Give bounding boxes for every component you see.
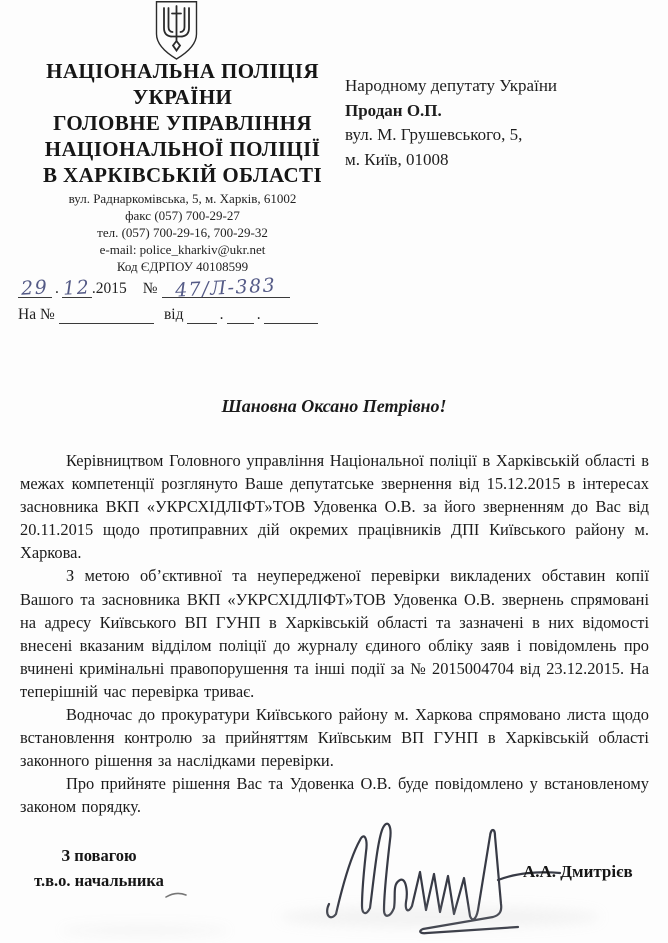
org-edrpou-code: Код ЄДРПОУ 40108599 [116,259,249,274]
body-paragraph: З метою об’єктивної та неупередженої перевірки викладених обставин копії Вашого та засновника ВКП «УКРСХІДЛІФТ»ТОВ Удовенка О.В. звернень спрямовані на адресу Київського ВП ГУНП в Харківській області та зазначені в них відомості внесені вказаним відділом поліції до журналу єдиного обліку заяв і повідомлень про вчинені кримінальні правопорушення та інші події за № 2015004704 від 23.12.2015. На теперішній час перевірка триває. [20,566,649,701]
letter-body [20,449,649,819]
handwritten-month: 12 [62,276,92,300]
recipient-name: Продан О.П. [345,100,442,120]
org-fax: факс (057) 700-29-27 [125,208,240,223]
reply-separator: . [219,306,224,323]
date-year: .2015 [91,280,127,297]
reply-from-label: від [163,306,184,323]
closing-position: т.в.о. начальника [34,871,164,890]
reply-day-blank [187,305,216,324]
recipient-city: м. Київ, 01008 [345,149,449,169]
org-street-address: вул. Раднаркомівська, 5, м. Харків, 61002 [68,191,297,206]
recipient-block [345,74,635,172]
org-name-line: УКРАЇНИ [132,85,233,109]
reply-year-blank [264,305,318,324]
org-name-line: ГОЛОВНЕ УПРАВЛІННЯ [53,111,312,135]
handwritten-day: 29 [20,276,50,300]
date-day-blank [18,275,52,298]
org-email: e-mail: police_kharkiv@ukr.net [99,242,266,257]
number-blank [162,274,290,302]
scan-smudge [280,906,600,928]
org-name-line: НАЦІОНАЛЬНА ПОЛІЦІЯ [46,59,319,83]
reply-label: На № [18,306,55,323]
ukraine-trident-emblem-icon [151,1,202,60]
org-name-line: НАЦІОНАЛЬНОЇ ПОЛІЦІЇ [44,137,321,161]
reply-separator: . [256,306,261,323]
body-paragraph: Керівництвом Головного управління Національної поліції в Харківській області в межах компетенції розглянуто Ваше депутатське звернення від 15.12.2015 в інтересах засновника ВКП «УКРСХІДЛІФТ»ТОВ Удовенка О.В. за його зверненням до Вас від 20.11.2015 щодо протиправних дій окремих працівників ДПІ Київського району м. Харкова. [20,451,649,563]
date-number-line [18,272,318,302]
body-paragraph: Водночас до прокуратури Київського району м. Харкова спрямовано листа щодо встановлення контролю за прийняттям Київським ВП ГУНП в Харківській області законного рішення за наслідками перевірки. [20,705,649,771]
recipient-street: вул. М. Грушевського, 5, [345,125,523,144]
date-month-blank [62,275,92,298]
reference-block [18,272,318,324]
recipient-title: Народному депутату України [345,76,558,95]
number-label: № [142,280,158,297]
org-contact-block [30,190,335,275]
reply-month-blank [227,305,254,324]
signer-name: А.А. Дмитрієв [523,862,633,881]
org-name-line: В ХАРКІВСЬКІЙ ОБЛАСТІ [42,163,323,187]
org-phone: тел. (057) 700-29-16, 700-29-32 [97,225,268,240]
org-name [30,58,335,188]
date-separator: . [55,280,59,297]
handwritten-number: 47/Л-383 [174,274,277,302]
body-paragraph: Про прийняте рішення Вас та Удовенка О.В. буде повідомлено у встановленому законом порядку. [20,774,649,817]
reply-number-blank [59,305,154,324]
reply-reference-line [18,298,318,324]
salutation: Шановна Оксано Петрівно! [221,396,447,416]
closing-regards: З повагою [61,846,137,865]
stray-pen-mark [164,889,188,901]
closing-block [14,843,184,893]
scan-smudge [60,924,230,937]
